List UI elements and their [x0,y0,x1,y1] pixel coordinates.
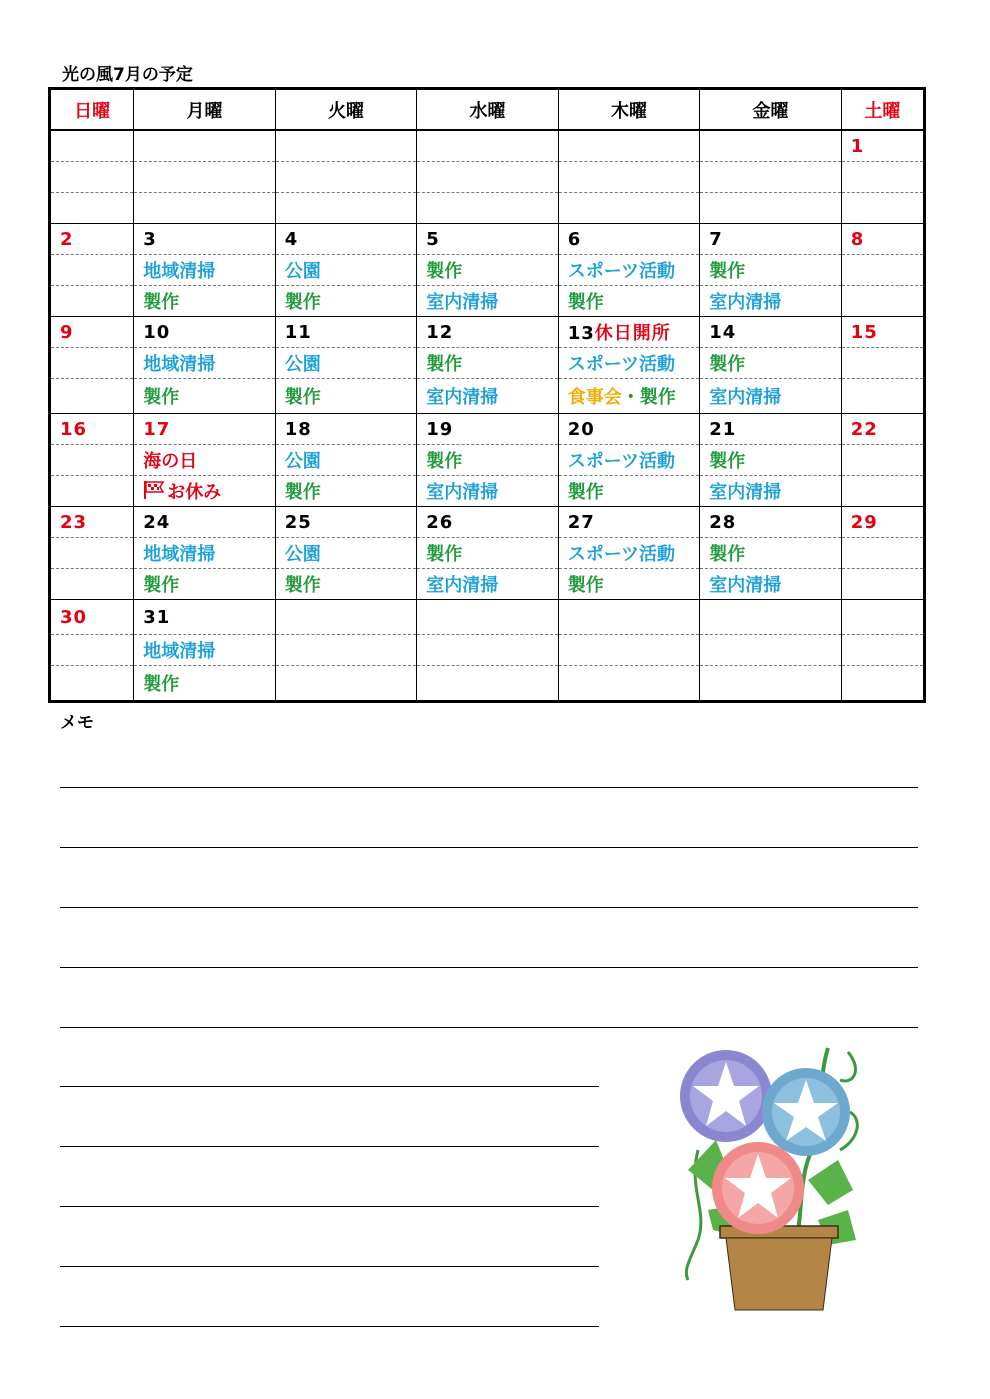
open-holiday-note: 休日開所 [594,323,671,344]
memo-line [60,787,918,788]
page-title: 光の風7月の予定 [62,65,193,85]
week-5-event-row-1 [50,538,925,569]
date-cell [700,130,841,162]
event-cell: スポーツ活動 [558,445,699,476]
weekday-tuesday: 火曜 [275,89,416,131]
event-cell: 製作 [275,379,416,414]
event-cell: 室内清掃 [700,286,841,317]
event-cell: 製作 [558,286,699,317]
week-5-date-row [50,507,925,538]
event-cell: 室内清掃 [700,379,841,414]
date-cell: 3 [134,224,275,255]
date-cell: 1 [841,130,924,162]
date-cell [558,130,699,162]
event-cell: 製作 [558,476,699,507]
date-cell: 17 [134,414,275,445]
event-cell [841,348,924,379]
date-cell: 27 [558,507,699,538]
memo-line [60,847,918,848]
event-cell [841,445,924,476]
date-cell: 26 [417,507,558,538]
making-event: 製作 [639,387,676,408]
memo-line [60,907,918,908]
event-cell: 地域清掃 [134,348,275,379]
week-5-event-row-2 [50,569,925,600]
date-cell: 21 [700,414,841,445]
week-2-event-row-1 [50,255,925,286]
week-1-date-row [50,130,925,162]
memo-line [60,1086,599,1087]
event-cell: 公園 [275,348,416,379]
date-cell [275,600,416,635]
event-cell [841,162,924,193]
event-cell: 製作 [417,445,558,476]
event-cell [275,193,416,224]
date-cell: 18 [275,414,416,445]
week-3-date-row [50,317,925,348]
weekday-thursday: 木曜 [558,89,699,131]
event-cell: スポーツ活動 [558,255,699,286]
event-cell [841,569,924,600]
event-cell [50,379,134,414]
weekday-friday: 金曜 [700,89,841,131]
date-cell: 5 [417,224,558,255]
memo-label: メモ [60,713,94,733]
week-4-event-row-2 [50,476,925,507]
event-cell [558,666,699,702]
date-cell: 9 [50,317,134,348]
event-cell: 室内清掃 [700,569,841,600]
event-cell [841,538,924,569]
event-cell [841,379,924,414]
event-cell [841,666,924,702]
date-cell: 30 [50,600,134,635]
date-cell: 12 [417,317,558,348]
memo-line [60,1146,599,1147]
event-cell: 製作 [134,379,275,414]
event-cell [417,635,558,666]
date-cell [50,130,134,162]
weekday-monday: 月曜 [134,89,275,131]
event-cell [841,193,924,224]
event-cell [50,476,134,507]
event-cell [558,162,699,193]
event-cell: 公園 [275,445,416,476]
event-cell [275,666,416,702]
memo-line [60,1206,599,1207]
event-cell [50,666,134,702]
event-cell: 製作 [700,445,841,476]
week-4-event-row-1 [50,445,925,476]
date-cell: 7 [700,224,841,255]
date-cell: 22 [841,414,924,445]
event-cell [558,193,699,224]
event-cell: 地域清掃 [134,255,275,286]
week-6-event-row-2 [50,666,925,702]
morning-glory-pot-icon [668,1040,868,1320]
date-cell [134,130,275,162]
event-cell [275,635,416,666]
date-cell: 10 [134,317,275,348]
event-cell [558,635,699,666]
event-cell: 製作 [417,348,558,379]
event-cell [50,193,134,224]
date-cell: 4 [275,224,416,255]
weekday-header-row [50,89,925,131]
date-cell: 20 [558,414,699,445]
event-cell: 製作 [134,286,275,317]
date-cell [558,600,699,635]
calendar-table [48,87,926,703]
date-cell: 25 [275,507,416,538]
event-cell: 製作 [134,666,275,702]
event-cell: 室内清掃 [417,286,558,317]
event-cell [558,379,699,414]
event-cell: スポーツ活動 [558,538,699,569]
week-3-event-row-1 [50,348,925,379]
date-number: 13 [567,323,595,344]
event-cell: 公園 [275,538,416,569]
event-cell [700,162,841,193]
week-6-event-row-1 [50,635,925,666]
event-cell: 製作 [275,476,416,507]
event-cell: 製作 [700,538,841,569]
meal-event: 食事会 [567,387,622,408]
event-cell [417,666,558,702]
date-cell: 6 [558,224,699,255]
event-cell [700,666,841,702]
week-1-event-row-2 [50,193,925,224]
date-cell: 2 [50,224,134,255]
date-cell: 24 [134,507,275,538]
event-cell [50,569,134,600]
event-cell: 室内清掃 [700,476,841,507]
event-cell: 室内清掃 [417,379,558,414]
week-1-event-row-1 [50,162,925,193]
event-cell: 室内清掃 [417,569,558,600]
event-cell [134,193,275,224]
event-cell [50,635,134,666]
date-cell [417,130,558,162]
event-cell: 海の日 [134,445,275,476]
event-cell [50,162,134,193]
event-cell [700,193,841,224]
date-cell [841,600,924,635]
memo-line [60,967,918,968]
flag-icon [143,480,165,500]
event-cell: 製作 [275,569,416,600]
date-cell: 11 [275,317,416,348]
date-cell: 28 [700,507,841,538]
event-cell [50,538,134,569]
date-cell: 16 [50,414,134,445]
date-cell: 29 [841,507,924,538]
week-3-event-row-2 [50,379,925,414]
week-6-date-row [50,600,925,635]
date-cell: 14 [700,317,841,348]
event-cell [841,255,924,286]
event-cell [50,348,134,379]
week-2-date-row [50,224,925,255]
date-cell [417,600,558,635]
date-cell: 19 [417,414,558,445]
week-2-event-row-2 [50,286,925,317]
event-cell [275,162,416,193]
event-cell: 製作 [417,538,558,569]
event-cell [134,162,275,193]
week-4-date-row [50,414,925,445]
event-separator: ・ [621,387,640,408]
event-cell [134,476,275,507]
event-cell: 製作 [417,255,558,286]
event-cell: 製作 [558,569,699,600]
event-cell [700,635,841,666]
event-cell [417,162,558,193]
event-cell: 製作 [275,286,416,317]
date-cell [275,130,416,162]
event-cell: 製作 [700,255,841,286]
date-cell: 23 [50,507,134,538]
weekday-saturday: 土曜 [841,89,924,131]
date-cell: 31 [134,600,275,635]
event-cell [841,286,924,317]
event-cell: 地域清掃 [134,538,275,569]
date-cell [700,600,841,635]
event-cell [50,286,134,317]
event-cell [841,635,924,666]
event-cell [50,255,134,286]
weekday-sunday: 日曜 [50,89,134,131]
date-cell: 15 [841,317,924,348]
memo-line [60,1027,918,1028]
date-cell [558,317,699,348]
event-cell: 製作 [134,569,275,600]
day-off-label: お休み [167,482,222,503]
event-cell: スポーツ活動 [558,348,699,379]
memo-line [60,1266,599,1267]
event-cell: 製作 [700,348,841,379]
event-cell: 公園 [275,255,416,286]
event-cell [841,476,924,507]
event-cell: 地域清掃 [134,635,275,666]
memo-line [60,1326,599,1327]
event-cell: 室内清掃 [417,476,558,507]
event-cell [417,193,558,224]
date-cell: 8 [841,224,924,255]
weekday-wednesday: 水曜 [417,89,558,131]
event-cell [50,445,134,476]
